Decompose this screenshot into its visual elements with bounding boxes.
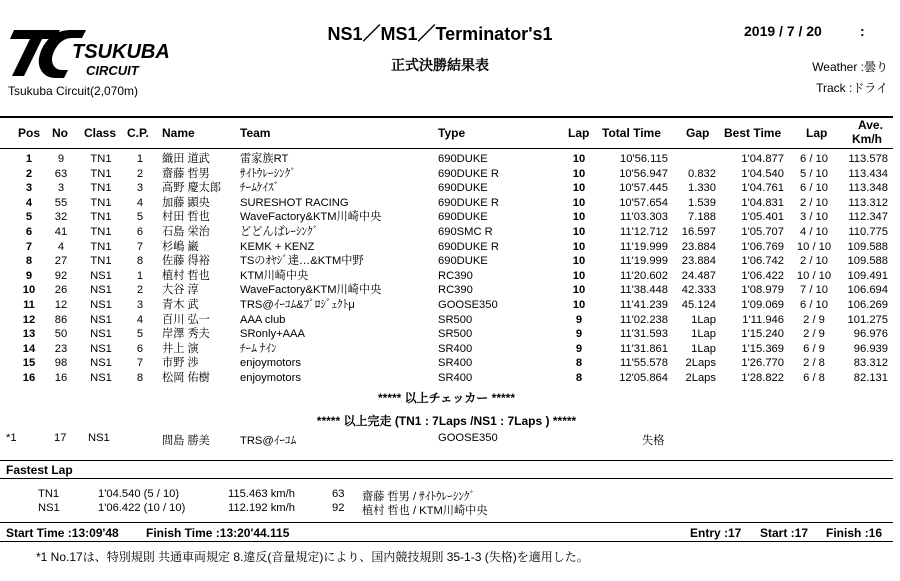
result-laps: 9 [575,328,583,341]
result-name: 高野 慶太郎 [162,182,222,195]
result-cp: 5 [136,328,144,341]
result-team: 雷家族RT [240,153,289,165]
fl-class: TN1 [38,488,60,500]
result-no: 55 [54,196,68,209]
result-type: 690DUKE [438,182,488,195]
result-laps: 10 [572,196,586,209]
result-pos: 6 [25,225,33,238]
table-row [0,371,893,386]
result-cp: 4 [136,196,144,209]
dq-type: GOOSE350 [438,432,498,444]
result-name: 市野 渉 [162,357,199,370]
result-team: TSのｵﾔｼﾞ達…&KTM中野 [240,255,364,268]
result-best-time: 1'06.742 [741,255,784,268]
result-best-lap: 2 / 8 [803,357,825,370]
finish-time: Finish Time :13:20'44.115 [146,526,290,540]
table-row [0,298,893,313]
table-row [0,240,893,255]
result-no: 32 [54,211,68,224]
dq-no: 17 [54,432,67,444]
result-ave-speed: 83.312 [853,357,888,370]
result-best-lap: 6 / 10 [800,153,828,165]
result-gap: 23.884 [681,255,716,268]
col-cp: C.P. [127,126,149,140]
result-name: 石島 栄治 [162,225,210,238]
footer-top-rule [0,522,893,523]
result-class: NS1 [90,284,112,297]
result-name: 織田 道武 [162,153,210,165]
result-gap: 2Laps [685,357,716,370]
result-class: NS1 [90,357,112,370]
result-best-lap: 6 / 10 [800,182,828,195]
start-count: Start :17 [760,526,809,540]
result-cp: 3 [136,298,144,311]
start-time: Start Time :13:09'48 [6,526,119,540]
result-best-lap: 2 / 9 [803,328,825,341]
result-class: NS1 [90,328,112,341]
result-pos: 16 [22,371,36,384]
result-team: ｻｲﾄｳﾚｰｼﾝｸﾞ [240,167,296,180]
result-best-time: 1'11.946 [742,313,784,326]
result-name: 加藤 顕央 [162,196,210,209]
header-bottom-rule [0,148,893,149]
result-laps: 8 [575,357,583,370]
result-type: 690DUKE [438,153,488,165]
result-pos: 1 [25,153,33,165]
result-cp: 1 [136,269,144,282]
result-type: 690DUKE R [438,167,499,180]
col-total-time: Total Time [602,126,661,140]
page-subtitle: 正式決勝結果表 [391,57,489,73]
result-laps: 10 [572,211,586,224]
result-class: TN1 [90,255,112,268]
table-row [0,152,893,167]
result-name: 百川 弘一 [162,313,210,326]
result-cp: 6 [136,225,144,238]
result-ave-speed: 106.694 [847,284,888,297]
table-row [0,269,893,284]
result-ave-speed: 112.347 [848,211,888,224]
result-class: TN1 [90,167,112,180]
checker-line: ***** 以上チェッカー ***** [377,391,515,405]
result-pos: 4 [25,196,33,209]
result-team: SRonly+AAA [240,328,305,341]
table-row [0,210,893,225]
result-team: KTM川崎中央 [240,269,309,282]
result-pos: 10 [22,284,36,297]
result-ave-speed: 109.491 [847,269,888,282]
result-gap: 1Lap [691,342,716,355]
finish-line: ***** 以上完走 (TN1 : 7Laps /NS1 : 7Laps ) ***** [316,414,577,428]
col-name: Name [162,126,195,140]
fastest-lap-row [0,488,893,502]
result-total-time: 10'57.445 [619,182,668,195]
col-ave: Ave. [858,118,883,132]
result-laps: 10 [572,240,586,253]
table-row [0,254,893,269]
result-gap: 42.333 [681,284,716,297]
result-cp: 6 [136,342,144,355]
table-row [0,283,893,298]
result-gap: 1.539 [688,196,716,209]
table-row [0,342,893,357]
table-row [0,196,893,211]
dq-class: NS1 [88,432,110,444]
dq-team: TRS@ｲｰｺﾑ [240,435,297,447]
result-pos: 8 [25,255,33,268]
result-total-time: 11'20.602 [620,269,668,282]
result-pos: 15 [22,357,36,370]
result-total-time: 11'38.448 [620,284,668,297]
result-laps: 10 [572,269,586,282]
result-name: 植村 哲也 [162,269,210,282]
dq-status: 失格 [642,435,665,447]
result-no: 92 [54,269,68,282]
result-team: AAA club [240,313,286,326]
result-ave-speed: 113.312 [848,196,888,209]
result-best-time: 1'15.369 [741,342,784,355]
result-class: TN1 [90,225,112,238]
result-pos: 2 [25,167,33,180]
result-team: ﾁｰﾑ ﾅｲﾝ [240,342,277,355]
result-class: NS1 [90,298,112,311]
table-row [0,181,893,196]
result-cp: 7 [136,357,144,370]
footnote: *1 No.17は、特別規則 共通車両規定 8.違反(音量規定)により、国内競技規則 35-1-3 (失格)を適用した。 [36,550,589,564]
result-laps: 9 [575,342,583,355]
fl-speed: 115.463 km/h [228,488,295,500]
result-total-time: 10'56.115 [620,153,668,165]
result-name: 青木 武 [162,298,199,311]
result-class: TN1 [90,153,112,165]
result-ave-speed: 96.939 [853,342,888,355]
race-date: 2019 / 7 / 20 [744,23,822,39]
page-title: NS1／MS1／Terminator's1 [327,24,553,44]
table-row [0,167,893,182]
result-pos: 5 [25,211,33,224]
result-name: 齋藤 哲男 [162,167,210,180]
fl-class: NS1 [38,502,60,514]
table-row [0,225,893,240]
footer-bottom-rule [0,541,893,542]
result-best-lap: 2 / 9 [803,313,825,326]
result-best-time: 1'26.770 [741,357,784,370]
result-no: 23 [54,342,68,355]
result-best-time: 1'04.877 [741,153,784,165]
result-gap: 0.832 [688,167,716,180]
result-best-lap: 2 / 10 [800,255,828,268]
result-total-time: 11'41.239 [620,298,668,311]
result-no: 50 [54,328,68,341]
result-team: enjoymotors [240,357,301,370]
result-pos: 9 [25,269,33,282]
result-cp: 7 [136,240,144,253]
result-name: 佐藤 得裕 [162,255,210,268]
result-best-lap: 3 / 10 [800,211,828,224]
result-class: NS1 [90,269,112,282]
result-best-lap: 6 / 8 [803,371,825,384]
result-type: SR500 [438,313,473,326]
result-best-time: 1'06.769 [741,240,784,253]
result-no: 27 [54,255,68,268]
result-best-lap: 6 / 9 [803,342,825,355]
result-gap: 1Lap [691,313,716,326]
result-laps: 10 [572,167,586,180]
result-no: 63 [54,167,68,180]
result-best-time: 1'04.540 [741,167,784,180]
result-name: 井上 演 [162,342,199,355]
result-type: 690DUKE [438,211,488,224]
result-no: 98 [54,357,68,370]
result-gap: 7.188 [688,211,716,224]
result-cp: 2 [136,167,144,180]
result-best-time: 1'28.822 [741,371,784,384]
table-row [0,313,893,328]
result-best-lap: 2 / 10 [800,196,828,209]
result-no: 12 [54,298,68,311]
result-gap: 45.124 [681,298,716,311]
result-best-time: 1'15.240 [741,328,784,341]
result-total-time: 11'31.861 [620,342,668,355]
result-cp: 4 [136,313,144,326]
result-laps: 8 [575,371,583,384]
result-class: TN1 [90,240,112,253]
result-best-time: 1'09.069 [741,298,784,311]
col-no: No [52,126,68,140]
result-total-time: 10'56.947 [619,167,668,180]
circuit-name: Tsukuba Circuit(2,070m) [8,84,139,98]
result-total-time: 12'05.864 [619,371,668,384]
result-cp: 8 [136,371,144,384]
result-best-lap: 10 / 10 [796,269,832,282]
result-laps: 10 [572,153,586,165]
result-total-time: 11'12.712 [620,225,668,238]
fastest-lap-title: Fastest Lap [6,463,73,477]
result-type: RC390 [438,269,473,282]
result-ave-speed: 109.588 [847,240,888,253]
weather-label: Weather :曇り [812,60,888,74]
fl-time: 1'06.422 (10 / 10) [98,502,186,514]
result-name: 岸澤 秀夫 [162,328,210,341]
result-gap: 16.597 [681,225,716,238]
result-team: ﾁｰﾑｹｲｽﾞ [240,182,280,195]
results-table-header [0,118,893,148]
result-best-lap: 7 / 10 [800,284,828,297]
table-row [0,327,893,342]
result-total-time: 11'55.578 [620,357,668,370]
results-table-body [0,152,893,386]
result-total-time: 11'31.593 [620,328,668,341]
fastest-lap-row [0,502,893,516]
result-pos: 14 [22,342,36,355]
result-pos: 12 [22,313,36,326]
result-type: 690DUKE R [438,240,499,253]
result-ave-speed: 113.434 [848,167,888,180]
result-ave-speed: 106.269 [847,298,888,311]
result-cp: 2 [136,284,144,297]
result-team: KEMK + KENZ [240,240,315,253]
col-gap: Gap [686,126,710,140]
result-best-time: 1'08.979 [741,284,784,297]
result-type: 690SMC R [438,225,493,238]
result-team: WaveFactory&KTM川崎中央 [240,211,382,224]
result-class: NS1 [90,371,112,384]
logo-text-bottom: CIRCUIT [86,63,139,78]
result-ave-speed: 113.348 [848,182,888,195]
fastest-lap-title-rule [0,478,893,479]
result-class: TN1 [90,196,112,209]
result-team: WaveFactory&KTM川崎中央 [240,284,382,297]
result-total-time: 11'03.303 [620,211,668,224]
result-name: 村田 哲也 [162,211,210,224]
result-total-time: 11'19.999 [620,240,668,253]
result-type: SR400 [438,342,473,355]
result-cp: 5 [136,211,144,224]
result-gap: 24.487 [681,269,716,282]
result-best-time: 1'05.707 [741,225,784,238]
result-no: 86 [54,313,68,326]
result-team: TRS@ｲｰｺﾑ&ﾌﾟﾛｼﾞｪｸﾄμ [240,298,355,311]
result-gap: 1.330 [688,182,716,195]
result-no: 3 [57,182,65,195]
col-pos: Pos [18,126,41,140]
result-cp: 1 [136,153,144,165]
result-type: 690DUKE [438,255,488,268]
result-gap: 1Lap [691,328,716,341]
result-no: 26 [54,284,68,297]
result-cp: 8 [136,255,144,268]
result-laps: 10 [572,182,586,195]
result-pos: 11 [23,298,35,311]
result-cp: 3 [136,182,144,195]
entry-count: Entry :17 [690,526,742,540]
result-pos: 13 [22,328,36,341]
result-laps: 10 [572,225,586,238]
fl-speed: 112.192 km/h [228,502,295,514]
logo-text-top: TSUKUBA [72,41,170,63]
result-total-time: 10'57.654 [619,196,668,209]
result-best-time: 1'04.761 [741,182,784,195]
track-condition-label: Track :ドライ [816,81,888,95]
result-name: 松岡 佑樹 [162,371,210,384]
result-no: 9 [57,153,65,165]
result-ave-speed: 101.275 [847,313,888,326]
result-team: SURESHOT RACING [240,196,349,209]
result-no: 4 [57,240,65,253]
race-time-colon: : [860,23,865,39]
result-pos: 7 [25,240,33,253]
result-best-lap: 5 / 10 [800,167,828,180]
fastest-lap-top-rule [0,460,893,461]
result-type: SR400 [438,371,473,384]
result-name: 大谷 淳 [162,284,199,297]
result-laps: 10 [572,284,586,297]
result-class: NS1 [90,313,112,326]
result-team: どどんぱﾚｰｼﾝｸﾞ [240,225,319,238]
result-laps: 10 [572,298,586,311]
fl-rider: 齋藤 哲男 / ｻｲﾄｳﾚｰｼﾝｸﾞ [362,491,476,503]
result-name: 杉嶋 巌 [162,240,199,253]
dq-name: 間島 勝美 [162,435,210,447]
result-gap: 23.884 [681,240,716,253]
result-best-lap: 4 / 10 [800,225,828,238]
result-best-time: 1'06.422 [741,269,784,282]
result-best-time: 1'05.401 [741,211,784,224]
fl-time: 1'04.540 (5 / 10) [98,488,180,500]
finish-count: Finish :16 [826,526,883,540]
dq-pos: *1 [6,432,17,444]
result-ave-speed: 96.976 [853,328,888,341]
result-no: 41 [54,225,68,238]
result-type: SR500 [438,328,473,341]
result-laps: 9 [575,313,583,326]
col-best-lap: Lap [806,126,828,140]
result-team: enjoymotors [240,371,301,384]
result-type: GOOSE350 [438,298,498,311]
result-ave-speed: 82.131 [853,371,888,384]
table-row [0,356,893,371]
result-class: TN1 [90,182,112,195]
result-type: 690DUKE R [438,196,499,209]
result-gap: 2Laps [685,371,716,384]
col-lap: Lap [568,126,590,140]
result-ave-speed: 109.588 [847,255,888,268]
result-type: RC390 [438,284,473,297]
result-ave-speed: 110.775 [848,225,888,238]
col-team: Team [240,126,271,140]
disqualified-row [0,432,893,447]
result-ave-speed: 113.578 [848,153,888,165]
result-total-time: 11'02.238 [620,313,668,326]
result-best-lap: 6 / 10 [800,298,828,311]
result-class: TN1 [90,211,112,224]
col-best-time: Best Time [724,126,782,140]
result-type: SR400 [438,357,473,370]
col-type: Type [438,126,466,140]
col-ave-unit: Km/h [852,132,882,146]
result-best-lap: 10 / 10 [796,240,832,253]
fl-no: 63 [332,488,345,500]
result-class: NS1 [90,342,112,355]
fl-no: 92 [332,502,345,514]
col-class: Class [84,126,117,140]
fl-rider: 植村 哲也 / KTM川崎中央 [362,505,488,517]
result-laps: 10 [572,255,586,268]
result-no: 16 [54,371,68,384]
result-best-time: 1'04.831 [741,196,784,209]
result-total-time: 11'19.999 [620,255,668,268]
result-pos: 3 [25,182,33,195]
